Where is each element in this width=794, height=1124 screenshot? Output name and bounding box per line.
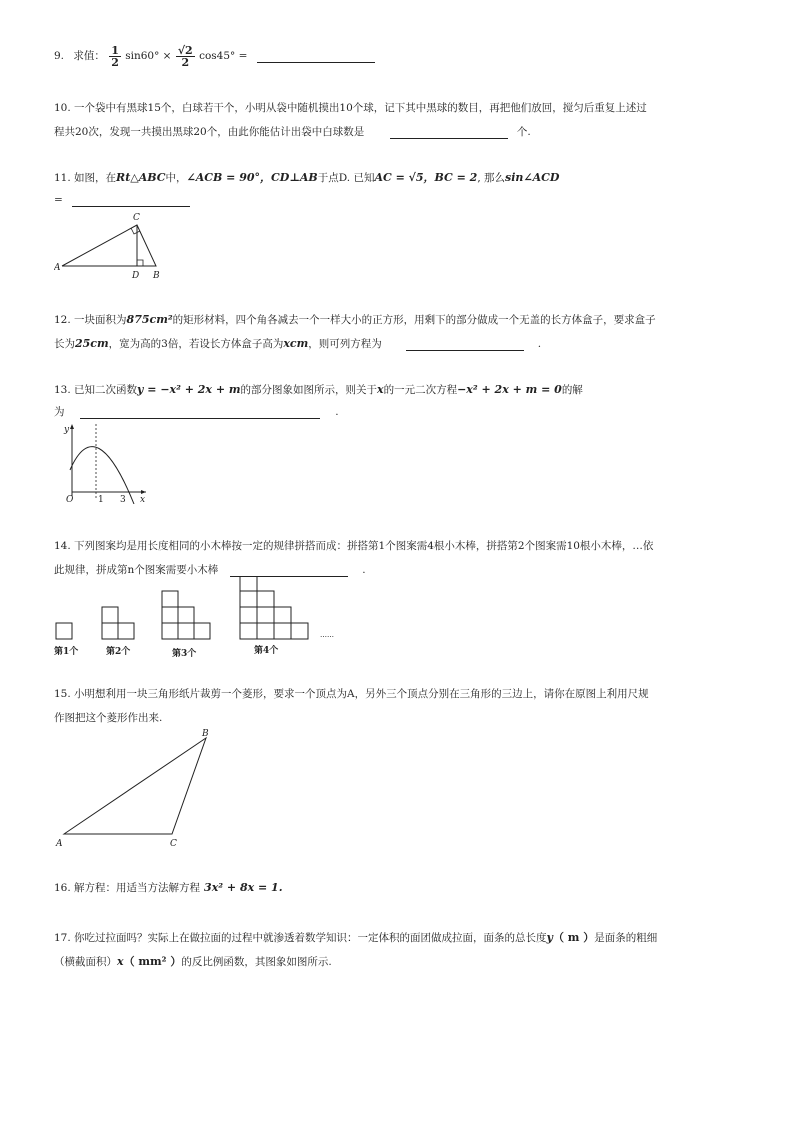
q10-line2: 程共20次，发现一共摸出黑球20个，由此你能估计出袋中白球数是 个. bbox=[54, 126, 531, 138]
q12-answer-blank[interactable] bbox=[406, 338, 524, 351]
tick-3-label: 3 bbox=[120, 495, 126, 504]
question-16: 16. 解方程：用适当方法解方程 3x² + 8x = 1. bbox=[54, 881, 283, 894]
q9-sin-term: sin60° × bbox=[125, 50, 172, 62]
origin-label: O bbox=[66, 495, 74, 504]
q13-parabola-figure bbox=[56, 420, 156, 504]
question-17: 17. 你吃过拉面吗？实际上在做拉面的过程中就渗透着数学知识：一定体积的面团做成拉面，面条的总长度y（ m ）是面条的粗细 （横截面积）x（ mm² ）的反比例函数，其图象如图所示. bbox=[54, 931, 658, 968]
label-C: C bbox=[133, 213, 140, 223]
q15-triangle-figure bbox=[54, 724, 224, 852]
pattern-4 bbox=[240, 576, 308, 639]
q10-line1: 10. 一个袋中有黑球15个，白球若干个，小明从袋中随机摸出10个球，记下其中黑球的数目，再把他们放回，搅匀后重复上述过 bbox=[54, 102, 647, 114]
q13-answer-blank[interactable] bbox=[80, 406, 320, 419]
q10-answer-blank[interactable] bbox=[390, 126, 508, 139]
q11-answer-blank[interactable] bbox=[72, 194, 190, 207]
caption-2: 第2个 bbox=[106, 647, 131, 657]
caption-1: 第1个 bbox=[54, 647, 79, 657]
q14-answer-blank[interactable] bbox=[230, 564, 348, 577]
caption-4: 第4个 bbox=[254, 646, 279, 656]
label-C: C bbox=[170, 839, 177, 849]
pattern-1 bbox=[56, 623, 72, 639]
pattern-2 bbox=[102, 607, 134, 639]
caption-3: 第3个 bbox=[172, 649, 197, 659]
question-14: 14. 下列图案均是用长度相同的小木棒按一定的规律拼搭而成：拼搭第1个图案需4根小木棒，拼搭第2个图案需10根小木棒，…依 此规律，拼成第n个图案需要小木棒 . bbox=[54, 540, 654, 576]
label-D: D bbox=[132, 271, 140, 280]
question-12: 12. 一块面积为875cm²的矩形材料，四个角各减去一个一样大小的正方形，用剩下的部分做成一个无盖的长方体盒子，要求盒子 长为25cm，宽为高的3倍，若设长方体盒子高为xcm，则可列方程为 . bbox=[54, 313, 656, 350]
pattern-ellipsis: …… bbox=[320, 631, 334, 639]
label-B: B bbox=[202, 729, 209, 739]
x-axis-label: x bbox=[140, 495, 146, 504]
question-9 bbox=[54, 44, 744, 68]
q9-number: 9. bbox=[54, 50, 65, 62]
fraction-sqrt2-over-2: $\frac{√2}{2}$ bbox=[177, 43, 193, 69]
pattern-3 bbox=[162, 591, 210, 639]
q13-answer-line: 为 . bbox=[54, 406, 339, 418]
question-11: 11. 如图，在Rt△ABC中，∠ACB = 90°，CD⊥AB于点D. 已知AC = √5，BC = 2, 那么sin∠ACD bbox=[54, 171, 560, 184]
tick-1-label: 1 bbox=[98, 495, 104, 504]
q11-answer-line: = bbox=[54, 188, 744, 212]
q9-cos-term: cos45° = bbox=[199, 50, 248, 62]
y-axis-label: y bbox=[64, 425, 70, 435]
label-B: B bbox=[153, 271, 160, 280]
q9-answer-blank[interactable] bbox=[257, 50, 375, 63]
q9-prefix: 求值： bbox=[73, 50, 105, 62]
q14-matchstick-patterns bbox=[54, 576, 354, 640]
fraction-half: $\frac{1}{2}$ bbox=[111, 43, 119, 69]
q11-triangle-figure bbox=[54, 208, 174, 280]
question-10 bbox=[54, 96, 744, 144]
label-A: A bbox=[56, 839, 63, 849]
label-A: A bbox=[54, 263, 61, 273]
question-13: 13. 已知二次函数y = −x² + 2x + m的部分图象如图所示，则关于x的一元二次方程−x² + 2x + m = 0的解 bbox=[54, 383, 583, 396]
question-15: 15. 小明想利用一块三角形纸片裁剪一个菱形，要求一个顶点为A，另外三个顶点分别在三角形的三边上，请你在原图上利用尺规 作图把这个菱形作出来. bbox=[54, 688, 649, 724]
